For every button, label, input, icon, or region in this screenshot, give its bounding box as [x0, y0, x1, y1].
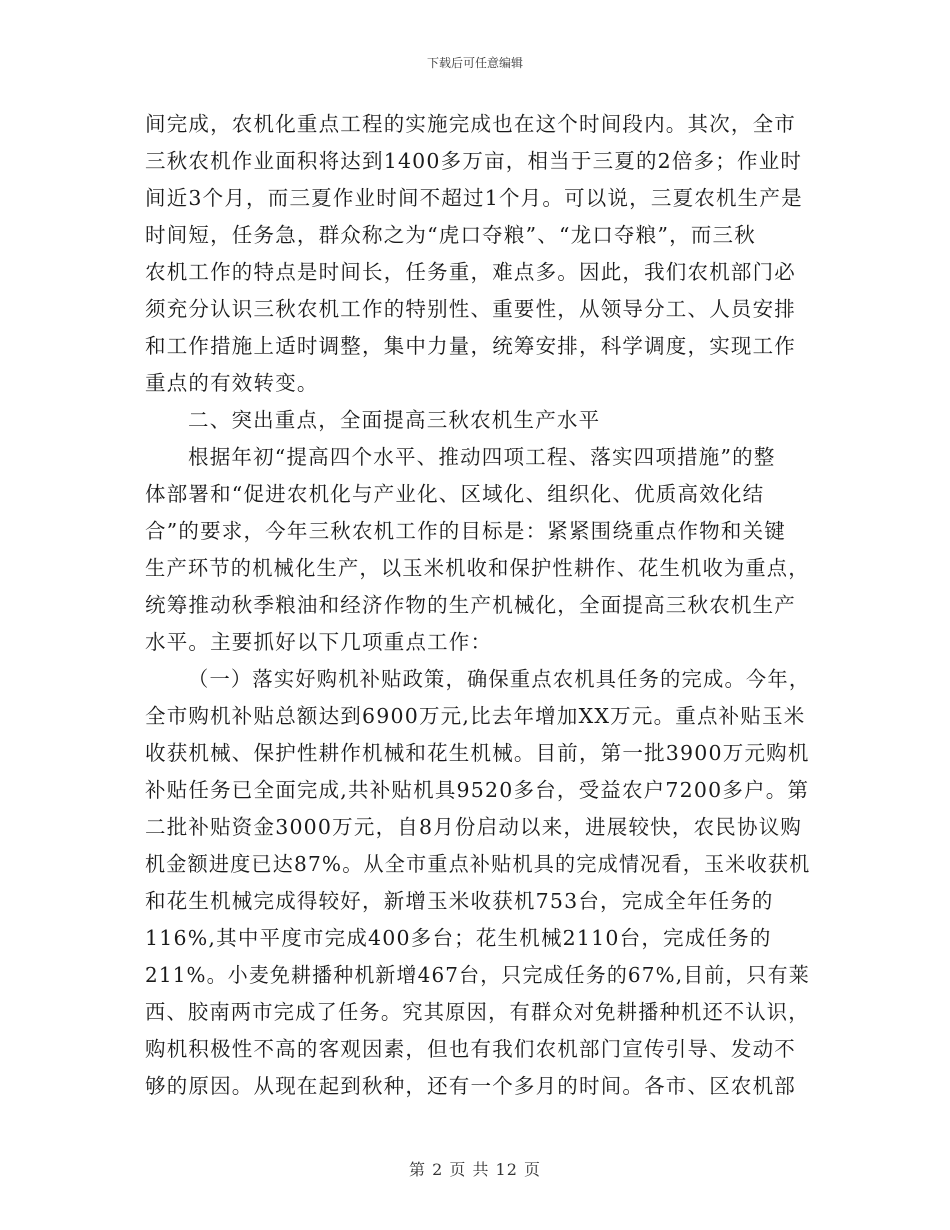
text-line: 水平。主要抓好以下几项重点工作： [145, 630, 493, 654]
text-line: 间完成，农机化重点工程的实施完成也在这个时间段内。其次，全市 [145, 112, 796, 136]
text-line: 合”的要求，今年三秋农机工作的目标是：紧紧围绕重点作物和关键 [145, 519, 786, 543]
text-line: 和工作措施上适时调整，集中力量，统筹安排，科学调度，实现工作 [145, 334, 796, 358]
subsection-line: （一）落实好购机补贴政策，确保重点农机具任务的完成。今年， [188, 667, 811, 691]
text-line: 重点的有效转变。 [145, 371, 319, 395]
text-line: 农机工作的特点是时间长，任务重，难点多。因此，我们农机部门必 [145, 260, 796, 284]
text-line: 全市购机补贴总额达到6900万元,比去年增加XX万元。重点补贴玉米 [145, 704, 806, 728]
text-line: 西、胶南两市完成了任务。究其原因，有群众对免耕播种机还不认识， [145, 1000, 810, 1024]
text-line: 211%。小麦免耕播种机新增467台，只完成任务的67%,目前，只有莱 [145, 963, 810, 987]
text-line: 生产环节的机械化生产，以玉米机收和保护性耕作、花生机收为重点， [145, 556, 810, 580]
text-line: 统筹推动秋季粮油和经济作物的生产机械化，全面提高三秋农机生产 [145, 593, 796, 617]
text-line: 三秋农机作业面积将达到1400多万亩，相当于三夏的2倍多；作业时 [145, 149, 803, 173]
text-line: 机金额进度已达87%。从全市重点补贴机具的完成情况看，玉米收获机 [145, 852, 811, 876]
text-line: 116%,其中平度市完成400多台；花生机械2110台，完成任务的 [145, 926, 772, 950]
text-line: 须充分认识三秋农机工作的特别性、重要性，从领导分工、人员安排 [145, 297, 796, 321]
text-line: 间近3个月，而三夏作业时间不超过1个月。可以说，三夏农机生产是 [145, 186, 803, 210]
text-line: 和花生机械完成得较好，新增玉米收获机753台，完成全年任务的 [145, 889, 774, 913]
page-number-footer: 第 2 页 共 12 页 [409, 1160, 541, 1179]
section-heading: 二、突出重点，全面提高三秋农机生产水平 [188, 408, 601, 432]
text-line: 时间短，任务急，群众称之为“虎口夺粮”、“龙口夺粮”，而三秋 [145, 223, 756, 247]
page-header: 下载后可任意编辑 [426, 56, 523, 70]
text-line: 收获机械、保护性耕作机械和花生机械。目前，第一批3900万元购机 [145, 741, 810, 765]
text-line: 二批补贴资金3000万元，自8月份启动以来，进展较快，农民协议购 [145, 815, 803, 839]
text-line: 购机积极性不高的客观因素，但也有我们农机部门宣传引导、发动不 [145, 1037, 796, 1061]
text-line: 补贴任务已全面完成,共补贴机具9520多台，受益农户7200多户。第 [145, 778, 810, 802]
text-line: 够的原因。从现在起到秋种，还有一个多月的时间。各市、区农机部 [145, 1074, 796, 1098]
text-line: 体部署和“促进农机化与产业化、区域化、组织化、优质高效化结 [145, 482, 765, 506]
text-line: 根据年初“提高四个水平、推动四项工程、落实四项措施”的整 [188, 445, 776, 469]
